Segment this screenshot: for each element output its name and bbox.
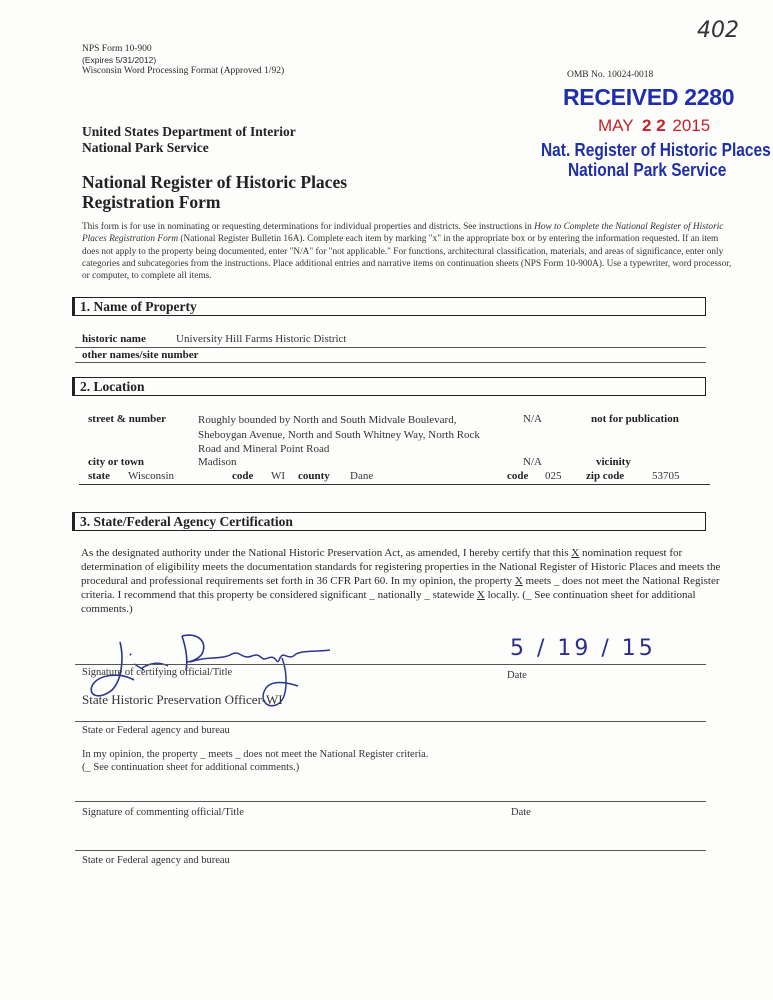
expiration-date: (Expires 5/31/2012): [82, 55, 157, 65]
official-title-field[interactable]: State Historic Preservation Officer-WI: [82, 692, 283, 707]
service-name: National Park Service: [82, 140, 209, 155]
zip-field[interactable]: 53705: [652, 470, 680, 482]
county-code-label: code: [507, 470, 529, 482]
instructions-text-cont: (National Register Bulletin 16A). Complete each item by marking "x" in the appropriate box or by entering the information requested. If an item does not apply to the property being documented, enter "N/A" for "not applicable." For functions, architectural classification, materials, and areas of significance, enter only categories and subcategories from the instructions. Place additional entries and narrative items on continuation sheets (NPS Form 10-900A). Use a typewriter, word processor, or computer, to complete all items.: [82, 234, 732, 282]
certification-paragraph: [81, 546, 721, 616]
section-3-header: 3. State/Federal Agency Certification: [72, 512, 706, 531]
form-title-line1: National Register of Historic Places: [82, 172, 348, 192]
meets-checkmark[interactable]: X: [514, 575, 523, 587]
handwritten-date: 5 / 19 / 15: [510, 636, 656, 661]
vicinity-label[interactable]: vicinity: [596, 456, 631, 468]
other-names-field[interactable]: [230, 349, 700, 362]
locally-checkmark[interactable]: X: [476, 589, 485, 601]
stamp-register: Nat. Register of Historic Places: [541, 140, 771, 160]
agency-bureau-label-2: State or Federal agency and bureau: [82, 855, 230, 866]
state-field[interactable]: Wisconsin: [128, 470, 174, 482]
instructions-paragraph: [82, 221, 732, 282]
other-names-label: other names/site number: [82, 349, 199, 361]
instructions-text: This form is for use in nominating or requesting determinations for individual properties and districts. See instructions in: [82, 222, 535, 232]
historic-name-field[interactable]: University Hill Farms Historic District: [176, 333, 347, 345]
date-label: Date: [507, 670, 527, 681]
street-field[interactable]: [198, 413, 480, 457]
city-field[interactable]: Madison: [198, 456, 237, 468]
street-line: Sheboygan Avenue, North and South Whitney Way, North Rock: [198, 428, 480, 441]
opinion-line-2: (_ See continuation sheet for additional comments.): [82, 762, 300, 773]
omb-number: OMB No. 10024-0018: [567, 70, 654, 80]
signature-line: [75, 664, 706, 665]
stamp-date: [598, 116, 710, 136]
cert-text: meets _ does not meet the National Register criteria. I recommend that this property be considered significant _ nationally _ statewide: [81, 575, 720, 601]
state-code-label: code: [232, 470, 254, 482]
stamp-month: MAY: [598, 116, 634, 135]
county-field[interactable]: Dane: [350, 470, 374, 482]
state-code-field[interactable]: WI: [271, 470, 286, 482]
divider: [75, 850, 706, 851]
commenting-date-label: Date: [511, 807, 531, 818]
section-1-header: 1. Name of Property: [72, 297, 706, 316]
cert-text: As the designated authority under the National Historic Preservation Act, as amended, I hereby certify that this: [81, 547, 572, 559]
street-line: Roughly bounded by North and South Midvale Boulevard,: [198, 414, 457, 426]
nomination-checkmark[interactable]: X: [571, 547, 580, 559]
county-code-field[interactable]: 025: [545, 470, 562, 482]
bulletin-title: How to Complete the National Register of Historic Places Registration Form: [82, 222, 724, 245]
street-line: Road and Mineral Point Road: [198, 443, 330, 455]
divider: [75, 347, 706, 348]
divider: [75, 362, 706, 363]
opinion-line-1: In my opinion, the property _ meets _ does not meet the National Register criteria.: [82, 749, 429, 760]
zip-label: zip code: [586, 470, 625, 482]
cert-text: nomination request for determination of eligibility meets the documentation standards for registering properties in the National Register of Historic Places and meets the procedural and professional requirements set forth in 36 CFR Part 60. In my opinion, the property: [81, 547, 721, 587]
divider: [79, 484, 710, 485]
format-note: Wisconsin Word Processing Format (Approved 1/92): [82, 66, 285, 76]
county-label: county: [298, 470, 330, 482]
street-label: street & number: [88, 413, 166, 425]
section-2-header: 2. Location: [72, 377, 706, 396]
form-number: NPS Form 10-900: [82, 44, 152, 54]
not-for-publication-label[interactable]: not for publication: [591, 413, 679, 425]
commenting-signature-label: Signature of commenting official/Title: [82, 807, 244, 818]
received-stamp: RECEIVED 2280: [563, 84, 735, 110]
street-na-value: N/A: [523, 413, 542, 425]
handwritten-page-number: 402: [697, 18, 739, 43]
stamp-nps: National Park Service: [568, 160, 727, 180]
agency-bureau-label: State or Federal agency and bureau: [82, 725, 230, 736]
state-label: state: [88, 470, 110, 482]
historic-name-label: historic name: [82, 333, 146, 345]
commenting-signature-line: [75, 801, 706, 802]
cert-text: locally. (_ See continuation sheet for additional comments.): [81, 589, 696, 615]
divider: [75, 721, 706, 722]
department-name: United States Department of Interior: [82, 124, 296, 139]
city-label: city or town: [88, 456, 145, 468]
stamp-year: 2015: [672, 116, 711, 135]
city-na-value: N/A: [523, 456, 542, 468]
stamp-day: 2 2: [642, 116, 666, 135]
signature-label: Signature of certifying official/Title: [82, 667, 233, 678]
form-title-line2: Registration Form: [82, 192, 221, 212]
